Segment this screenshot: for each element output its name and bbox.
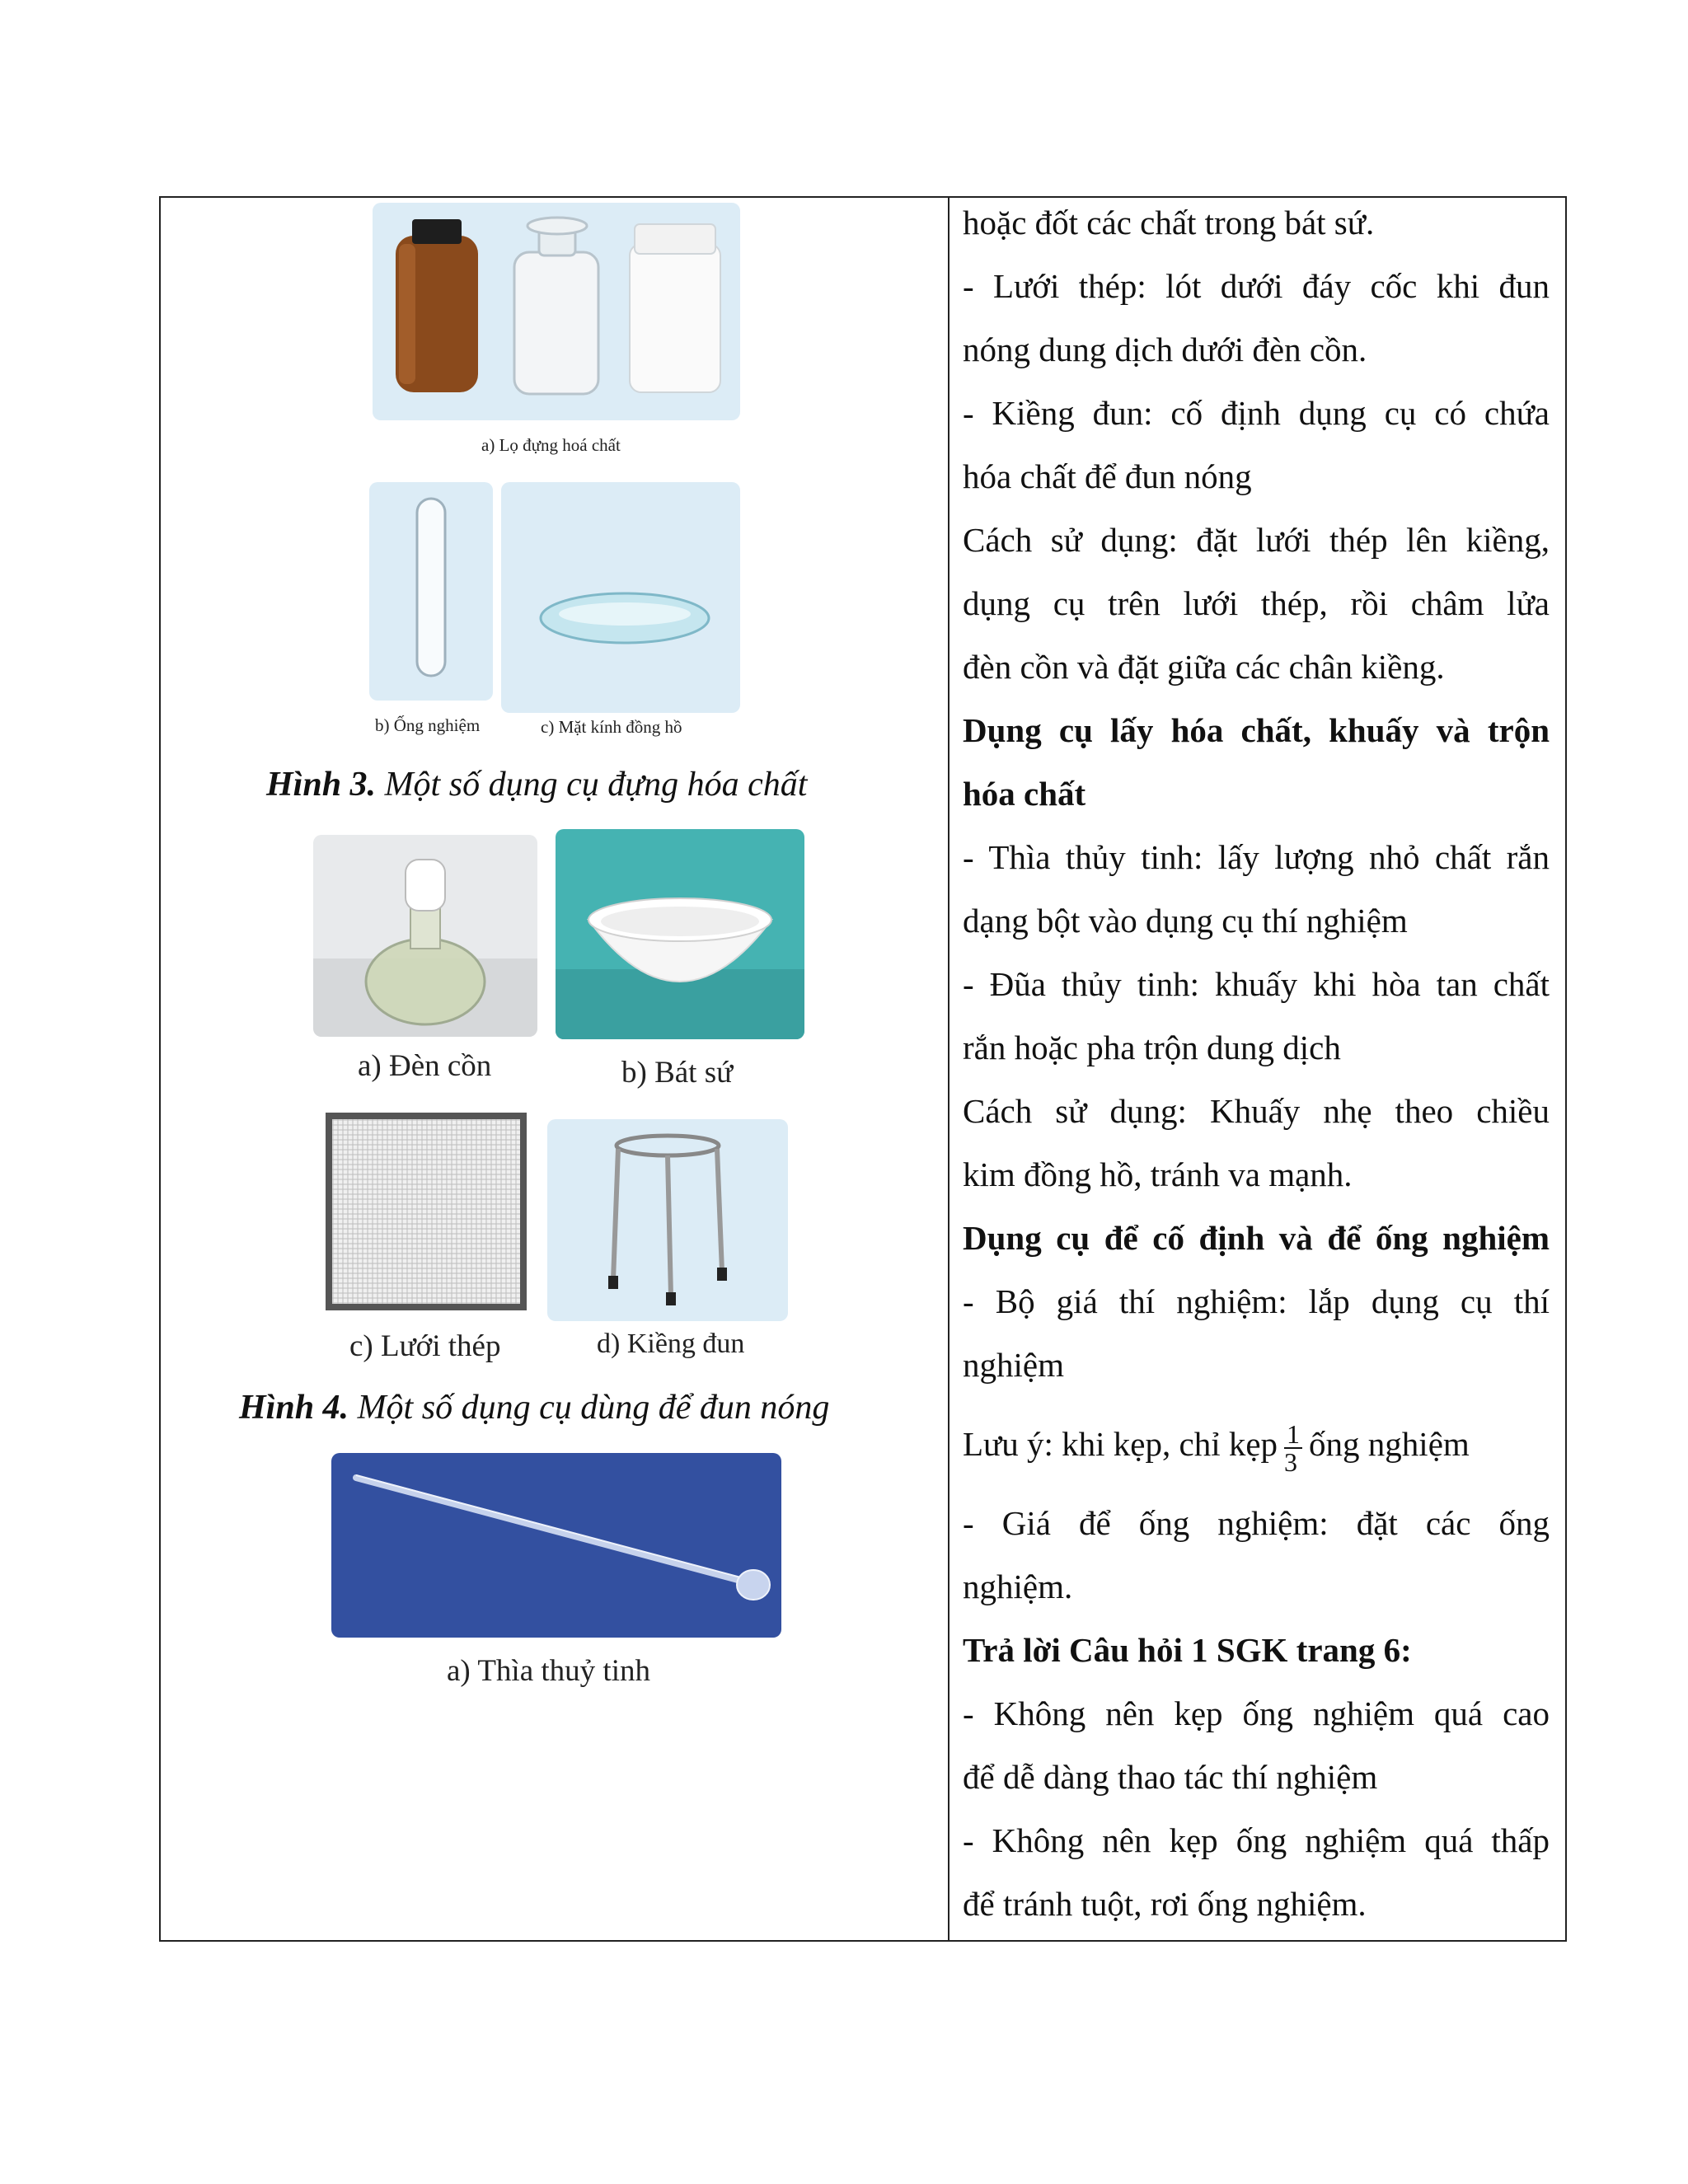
chemical-bottles-image [373,203,740,420]
text-line: - Bộ giá thí nghiệm: lắp dụng cụ thí [963,1282,1550,1320]
fig3-caption-a: a) Lọ đựng hoá chất [481,435,621,455]
tripod-stand-image [547,1119,788,1321]
fig4-caption-b: b) Bát sứ [621,1056,734,1090]
section-heading: Dụng cụ để cố định và để ống nghiệm [963,1219,1550,1257]
note-line: Lưu ý: khi kẹp, chỉ kẹp $\frac{1}{3}$ ống nghiệm [963,1418,1470,1477]
fig5-caption-a: a) Thìa thuỷ tinh [447,1654,650,1688]
text-line: hoặc đốt các chất trong bát sứ. [963,204,1375,241]
text-line: nghiệm. [963,1568,1073,1605]
glass-spoon-image [331,1453,781,1638]
watch-glass-image [501,482,740,713]
wire-gauze-image [326,1113,527,1310]
text-line: - Kiềng đun: cố định dụng cụ có chứa [963,394,1550,432]
text-line: - Lưới thép: lót dưới đáy cốc khi đun [963,267,1550,305]
porcelain-bowl-image [556,829,804,1039]
text-line: dạng bột vào dụng cụ thí nghiệm [963,902,1408,940]
fig4-caption-a: a) Đèn cồn [358,1049,492,1083]
text-line: rắn hoặc pha trộn dung dịch [963,1029,1341,1066]
text-line: - Thìa thủy tinh: lấy lượng nhỏ chất rắn [963,838,1550,876]
fig4-caption-d: d) Kiềng đun [597,1329,745,1359]
text-line: để tránh tuột, rơi ống nghiệm. [963,1885,1367,1923]
right-column-text [963,191,1550,1936]
figure-4-title: Hình 4. Một số dụng cụ dùng để đun nóng [239,1389,830,1427]
figure-3-title: Hình 3. Một số dụng cụ đựng hóa chất [266,766,808,804]
section-heading: hóa chất [963,775,1086,813]
test-tube-image [369,482,493,701]
text-line: đèn cồn và đặt giữa các chân kiềng. [963,648,1445,686]
text-line: Cách sử dụng: Khuấy nhẹ theo chiều [963,1092,1550,1130]
text-line: - Không nên kẹp ống nghiệm quá cao [963,1694,1550,1732]
section-heading: Dụng cụ lấy hóa chất, khuấy và trộn [963,711,1550,749]
text-line: nóng dung dịch dưới đèn cồn. [963,330,1367,368]
column-divider [948,196,950,1942]
fraction: $\frac{1}{3}$ [1284,1421,1302,1475]
fig3-caption-b: b) Ống nghiệm [375,715,481,735]
text-line: - Giá để ống nghiệm: đặt các ống [963,1504,1550,1542]
text-line: để dễ dàng thao tác thí nghiệm [963,1758,1378,1796]
fig3-caption-c: c) Mặt kính đồng hồ [541,717,682,737]
text-line: Cách sử dụng: đặt lưới thép lên kiềng, [963,521,1550,559]
text-line: kim đồng hồ, tránh va mạnh. [963,1155,1353,1193]
text-line: hóa chất để đun nóng [963,457,1252,495]
fig4-caption-c: c) Lưới thép [349,1329,501,1363]
text-line: - Không nên kẹp ống nghiệm quá thấp [963,1821,1550,1859]
text-line: nghiệm [963,1346,1064,1384]
section-heading: Trả lời Câu hỏi 1 SGK trang 6: [963,1631,1412,1669]
text-line: - Đũa thủy tinh: khuấy khi hòa tan chất [963,965,1550,1003]
alcohol-lamp-image [313,835,537,1037]
text-line: dụng cụ trên lưới thép, rồi châm lửa [963,584,1550,622]
